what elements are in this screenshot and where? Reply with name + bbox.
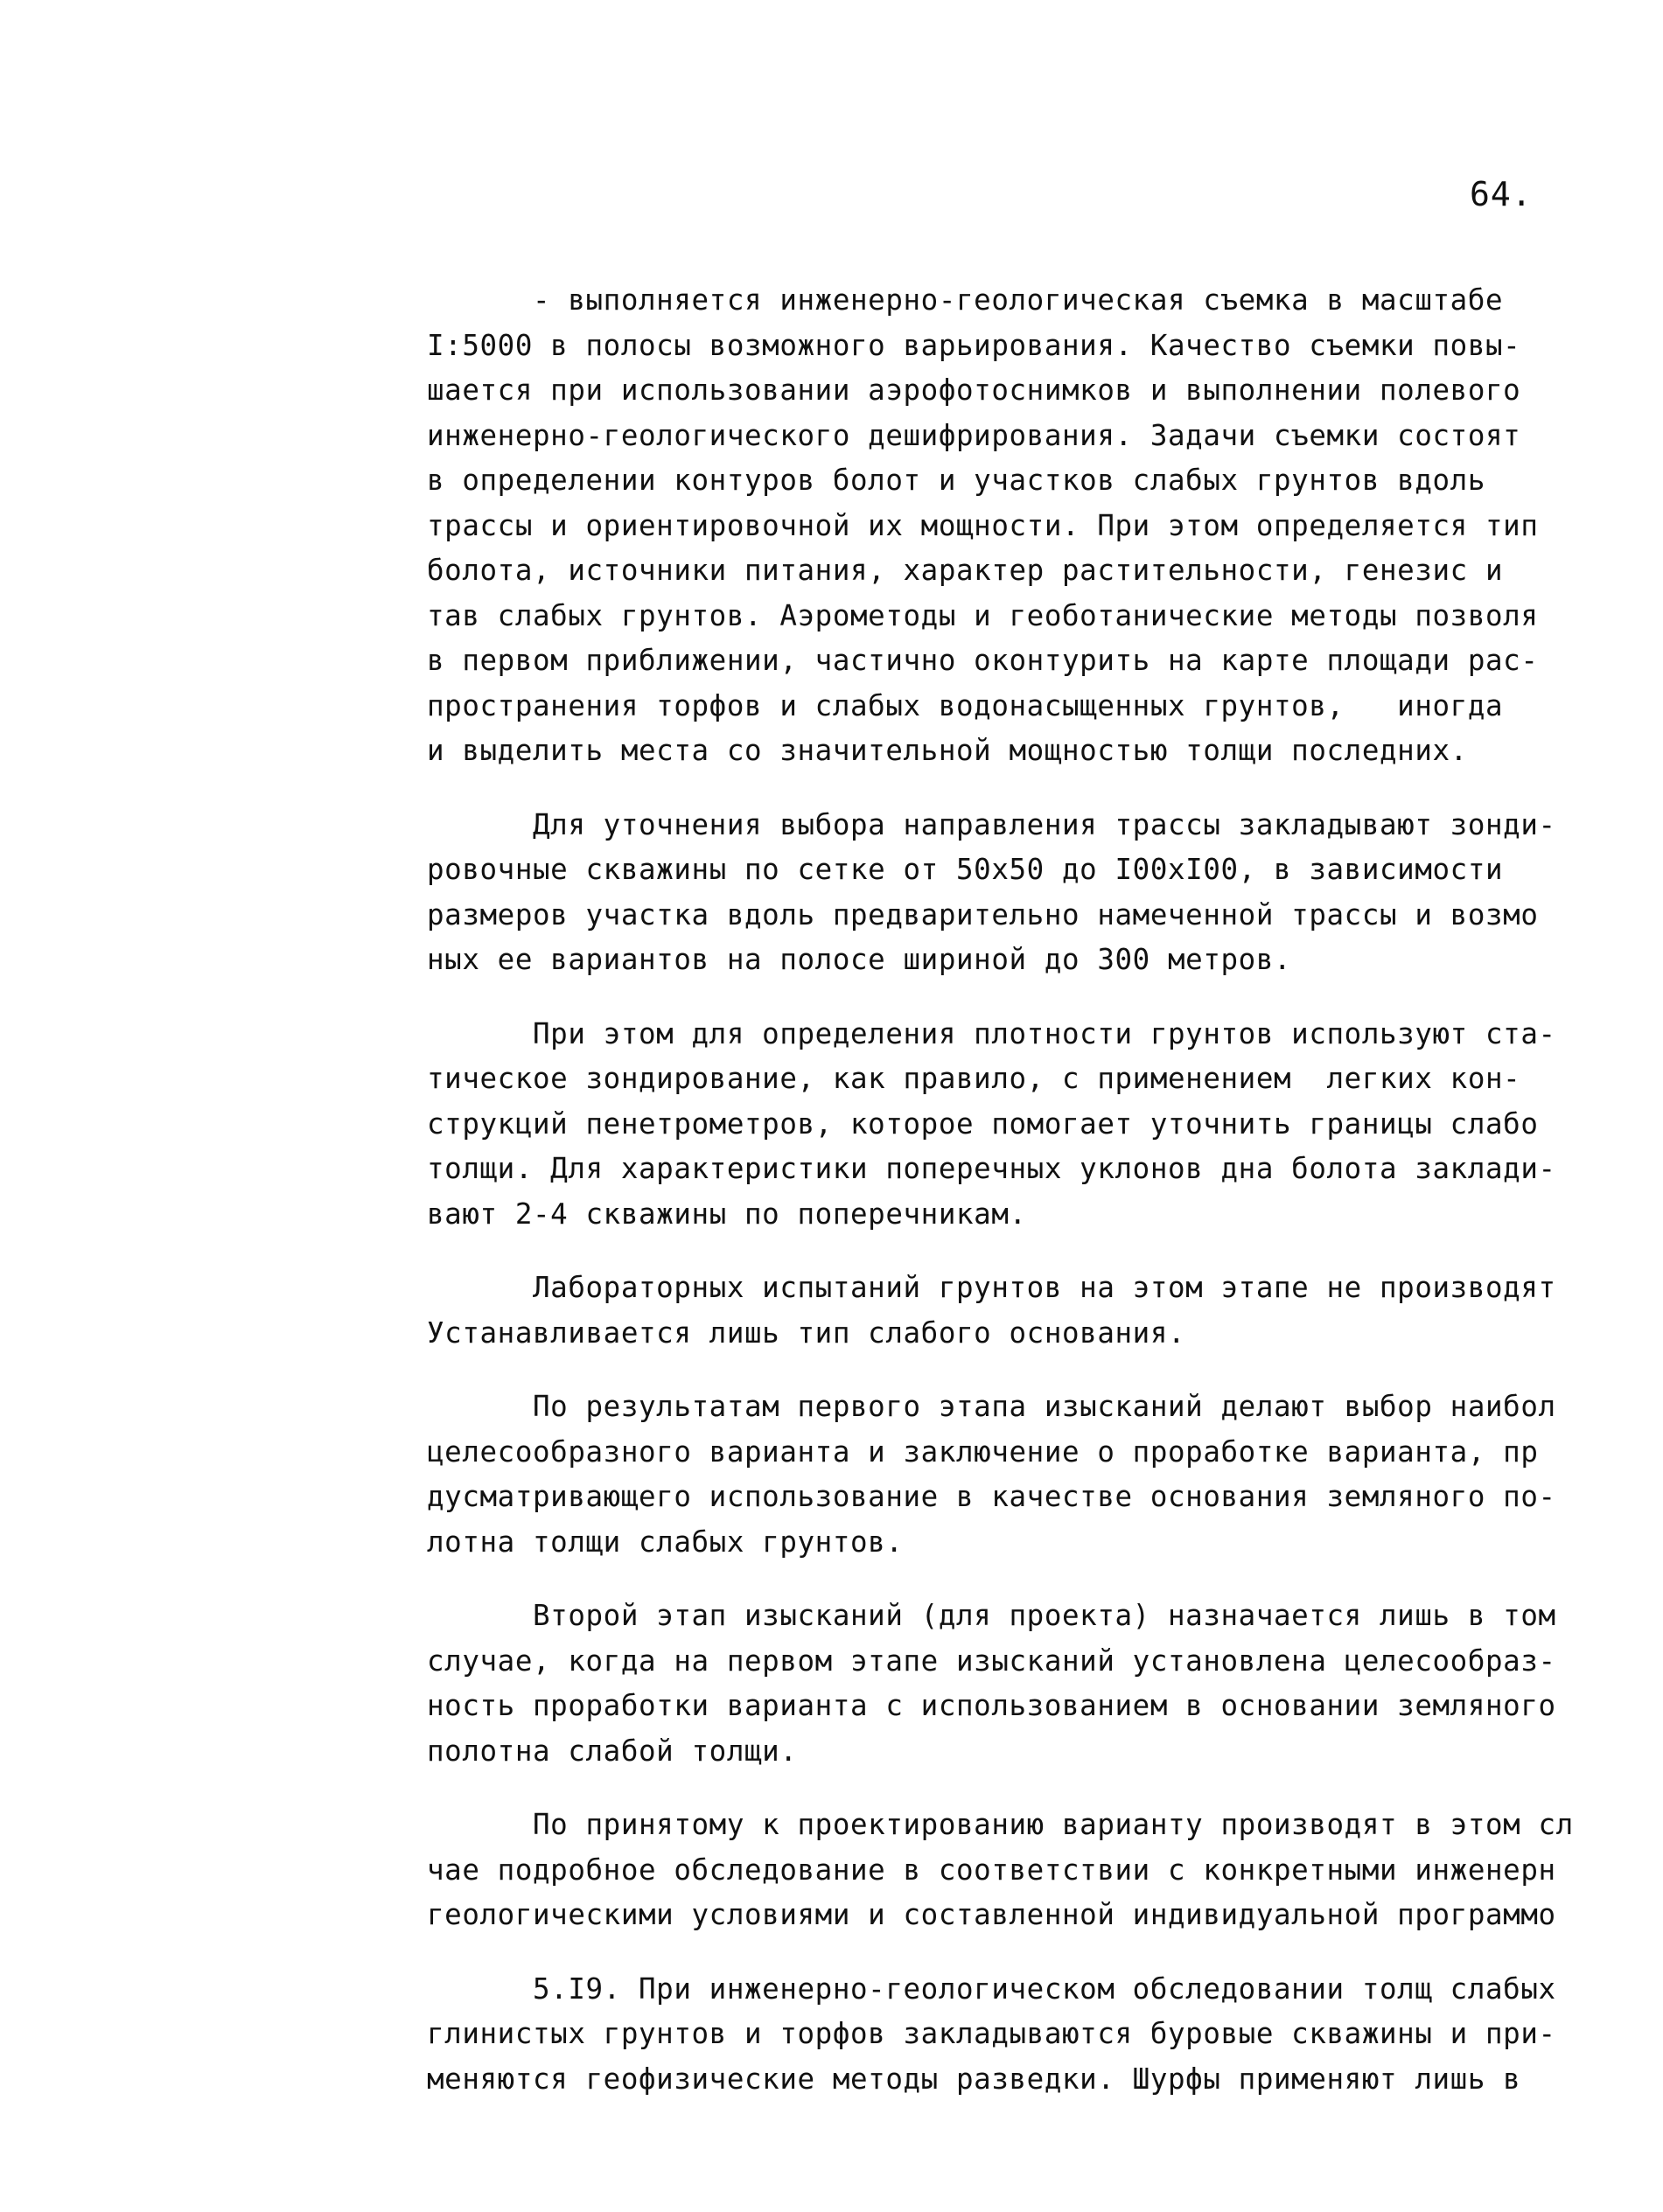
text-line: пространения торфов и слабых водонасыщенных грунтов, иногда [427, 688, 1504, 722]
text-line: полотна слабой толщи. [427, 1734, 798, 1768]
text-line: При этом для определения плотности грунтов используют ста- [427, 1016, 1556, 1050]
text-line: глинистых грунтов и торфов закладываются буровые скважины и при- [427, 2017, 1556, 2050]
paragraph [427, 1012, 1608, 1238]
text-line: болота, источники питания, характер растительности, генезис и [427, 554, 1504, 587]
text-line: Второй этап изысканий (для проекта) назначается лишь в том [427, 1599, 1556, 1632]
text-line: в определении контуров болот и участков слабых грунтов вдоль [427, 464, 1485, 497]
paragraph [427, 1594, 1608, 1774]
paragraph [427, 1967, 1608, 2103]
text-line: ность проработки варианта с использованием в основании земляного [427, 1689, 1556, 1722]
text-line: Устанавливается лишь тип слабого основания. [427, 1315, 1186, 1350]
text-line: вают 2-4 скважины по поперечникам. [427, 1197, 1027, 1231]
text-line: размеров участка вдоль предварительно намеченной трассы и возмо [427, 897, 1539, 932]
text-line: меняются геофизические методы разведки. Шурфы применяют лишь в [427, 2062, 1521, 2096]
paragraph [427, 1385, 1608, 1565]
text-line: По результатам первого этапа изысканий делают выбор наибол [427, 1390, 1556, 1423]
text-line: 5.I9. При инженерно-геологическом обследовании толщ слабых [427, 1971, 1556, 2006]
text-line: Лабораторных испытаний грунтов на этом этапе не производят [427, 1271, 1556, 1304]
text-line: лотна толщи слабых грунтов. [427, 1525, 904, 1559]
text-line: инженерно-геологического дешифрирования. Задачи съемки состоят [427, 418, 1521, 452]
text-line: и выделить места со значительной мощностью толщи последних. [427, 734, 1468, 767]
text-line: - выполняется инженерно-геологическая съемка в масштабе [427, 283, 1504, 317]
text-line: трассы и ориентировочной их мощности. При этом определяется тип [427, 508, 1539, 542]
text-line: ных ее вариантов на полосе шириной до 300 метров. [427, 943, 1292, 976]
text-line: толщи. Для характеристики поперечных уклонов дна болота заклади- [427, 1152, 1556, 1185]
paragraph [427, 803, 1608, 983]
text-line: тическое зондирование, как правило, с применением легких кон- [427, 1062, 1521, 1095]
text-line: I:5000 в полосы возможного варьирования. Качество съемки повы- [427, 328, 1521, 362]
paragraph [427, 1266, 1608, 1356]
paragraph [427, 278, 1608, 774]
text-line: шается при использовании аэрофотоснимков и выполнении полевого [427, 373, 1521, 407]
text-line: тав слабых грунтов. Аэрометоды и геоботанические методы позволя [427, 598, 1539, 632]
text-line: струкций пенетрометров, которое помогает уточнить границы слабо [427, 1106, 1539, 1141]
paragraph [427, 1803, 1608, 1938]
page-number: 64. [1470, 175, 1533, 213]
text-line: дусматривающего использование в качестве основания земляного по- [427, 1480, 1556, 1513]
text-line: ровочные скважины по сетке от 50х50 до I00хI00, в зависимости [427, 853, 1504, 886]
text-line: целесообразного варианта и заключение о проработке варианта, пр [427, 1434, 1539, 1469]
text-line: геологическими условиями и составленной индивидуальной программо [427, 1898, 1556, 1931]
text-line: случае, когда на первом этапе изысканий установлена целесообраз- [427, 1643, 1556, 1678]
text-line: Для уточнения выбора направления трассы закладывают зонди- [427, 807, 1556, 841]
text-line: в первом приближении, частично оконтурить на карте площади рас- [427, 644, 1539, 677]
document-body [427, 278, 1608, 2131]
text-line: По принятому к проектированию варианту производят в этом сл [427, 1808, 1574, 1841]
text-line: чае подробное обследование в соответствии с конкретными инженерн [427, 1853, 1556, 1887]
